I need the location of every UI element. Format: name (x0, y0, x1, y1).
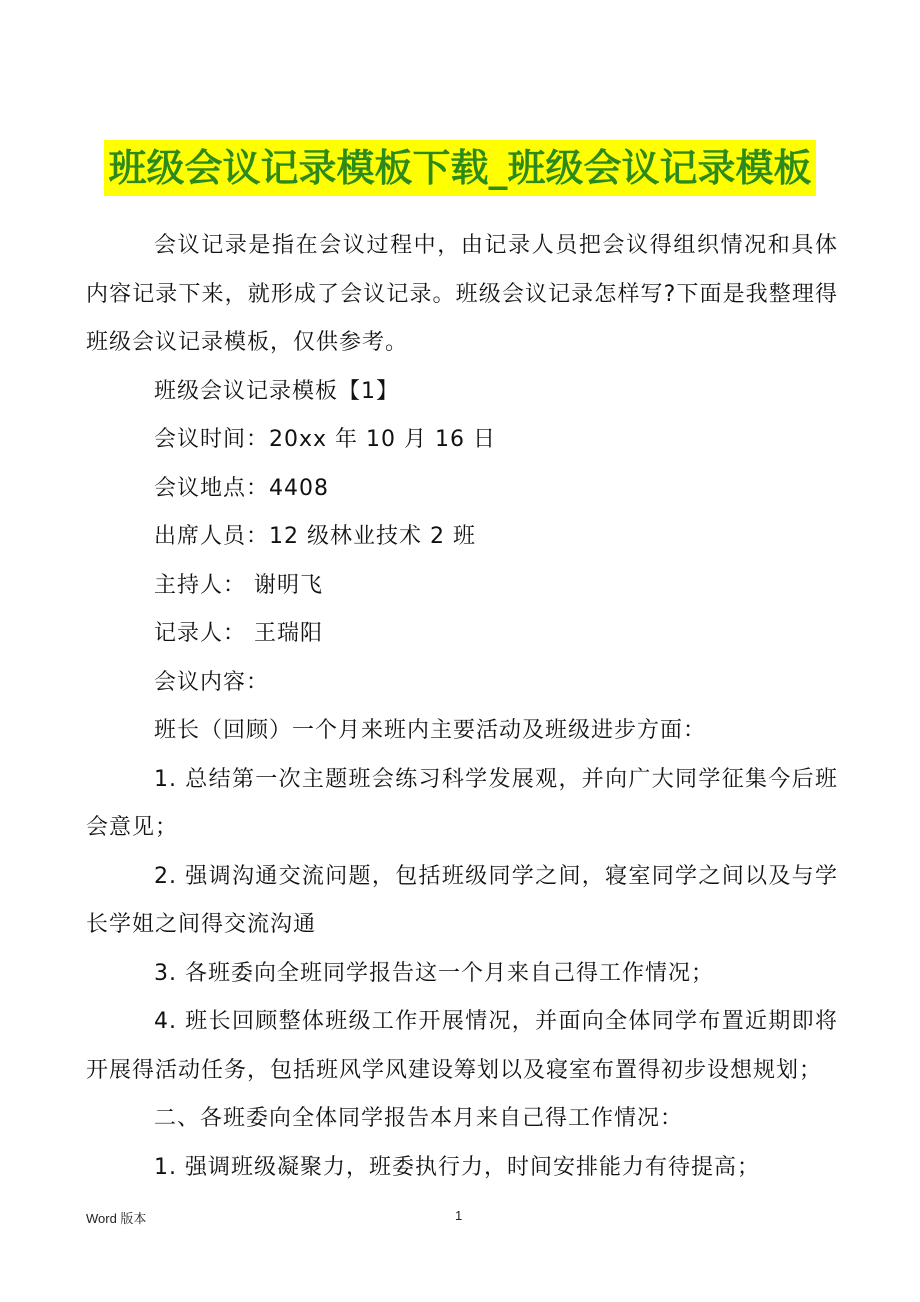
paragraph-meeting-place: 会议地点：4408 (154, 475, 329, 501)
paragraph-item-2: 2. 强调沟通交流问题，包括班级同学之间，寝室同学之间以及与学长学姐之间得交流沟通 (86, 863, 838, 937)
document-body (86, 222, 838, 1192)
footer-version-label: Word 版本 (86, 1211, 147, 1226)
title-container (0, 140, 920, 196)
paragraph-item-1: 1. 总结第一次主题班会练习科学发展观，并向广大同学征集今后班会意见； (86, 766, 838, 840)
paragraph-monitor-review: 班长（回顾）一个月来班内主要活动及班级进步方面： (154, 718, 707, 743)
paragraph-attendees: 出席人员：12 级林业技术 2 班 (154, 524, 476, 549)
footer-page-number: 1 (455, 1208, 463, 1223)
paragraph-section-2: 二、各班委向全体同学报告本月来自己得工作情况： (154, 1106, 684, 1131)
document-title: 班级会议记录模板下载_班级会议记录模板 (104, 140, 815, 196)
paragraph-item-4: 4. 班长回顾整体班级工作开展情况，并面向全体同学布置近期即将开展得活动任务，包括班风学风建设筹划以及寝室布置得初步设想规划； (86, 1009, 838, 1083)
paragraph-template-heading: 班级会议记录模板【1】 (154, 378, 399, 404)
paragraph-recorder: 记录人： 王瑞阳 (154, 621, 323, 646)
paragraph-intro: 会议记录是指在会议过程中，由记录人员把会议得组织情况和具体内容记录下来，就形成了会议记录。班级会议记录怎样写?下面是我整理得班级会议记录模板，仅供参考。 (86, 233, 838, 355)
paragraph-host: 主持人： 谢明飞 (154, 572, 323, 598)
paragraph-section-2-item-1: 1. 强调班级凝聚力，班委执行力，时间安排能力有待提高； (154, 1154, 760, 1180)
paragraph-item-3: 3. 各班委向全班同学报告这一个月来自己得工作情况； (154, 960, 714, 986)
paragraph-content-label: 会议内容： (154, 669, 270, 695)
paragraph-meeting-time: 会议时间：20xx 年 10 月 16 日 (154, 427, 496, 452)
